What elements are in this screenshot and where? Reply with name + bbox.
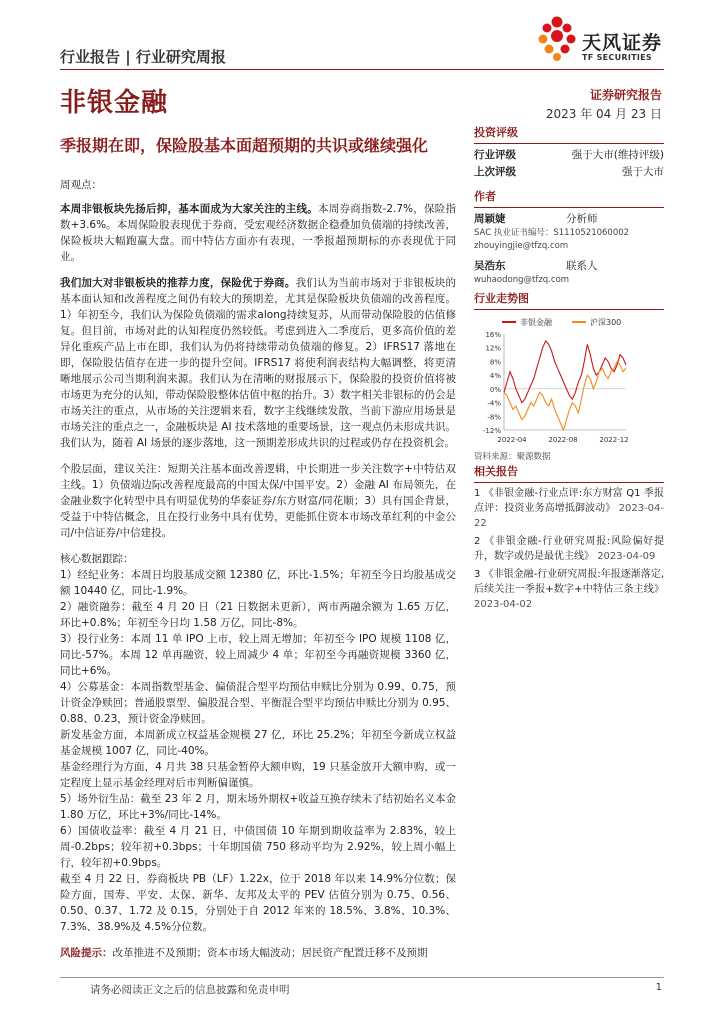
rating-key: 行业评级 xyxy=(474,149,516,161)
y-tick-label: 12% xyxy=(485,344,501,353)
related-report[interactable] xyxy=(474,567,664,612)
y-tick-label: -12% xyxy=(482,427,501,435)
footer-divider xyxy=(60,977,664,978)
y-tick-label: 0% xyxy=(489,385,501,394)
tf-securities-logo-icon xyxy=(537,14,577,62)
page-number: 1 xyxy=(655,982,662,993)
related-report-date: 2023-04-02 xyxy=(474,599,533,610)
chart-source: 资料来源：聚源数据 xyxy=(474,452,551,462)
paragraph-lead: 我们加大对非银板块的推荐力度，保险优于券商。 xyxy=(60,277,296,289)
data-mutual-fund: 4）公募基金：本周指数型基金、偏债混合型平均预估申赎比分别为 0.99、0.75，预计资金净赎回；普通股票型、偏股混合型、平衡混合型平均预估申赎比分别为 0.95、0.88、0.23，预计资金净赎回。 xyxy=(60,681,456,725)
author-email[interactable]: zhouyingjie@tfzq.com xyxy=(474,241,569,251)
related-section xyxy=(474,463,664,612)
related-report-title[interactable]: 1 《非银金融-行业点评:东方财富 Q1 季报点评：投资业务高增抵御波动》 xyxy=(474,488,664,514)
authors-section xyxy=(474,188,664,287)
risk-lead: 风险提示： xyxy=(60,947,113,959)
risk-warning xyxy=(60,945,456,961)
data-valuation: 截至 4 月 22 日，券商板块 PB（LF）1.22x，位于 2018 年以来 14.9%分位数；保险方面，国寿、平安、太保、新华、友邦及太平的 PEV 估值分别为 0.75、0.56、0.50、0.37、1.72 及 0.15，分别处于自 2012 年来的 18.5%、3.8%、10.3%、7.3%、38.9%及 4.5%分位数。 xyxy=(60,873,456,933)
intro-label: 周观点： xyxy=(60,179,102,191)
report-headline: 季报期在即，保险股基本面超预期的共识或继续强化 xyxy=(60,136,429,155)
data-fund-manager: 基金经理行为方面，4 月共 38 只基金暂停大额申购，19 只基金放开大额申购，或一定程度上显示基金经理对后市判断偏谨慎。 xyxy=(60,761,456,789)
data-treasury-yield: 6）国债收益率：截至 4 月 21 日，中债国债 10 年期到期收益率为 2.83%，较上周-0.2bps；较年初+0.3bps；十年期国债 750 移动平均为 2.92%，较上周小幅上行，较年初+0.9bps。 xyxy=(60,825,456,869)
author-role: 分析师 xyxy=(566,213,598,225)
author-role: 联系人 xyxy=(566,260,598,272)
core-data-title: 核心数据跟踪： xyxy=(60,553,134,565)
y-tick-label: 8% xyxy=(489,358,501,367)
rating-row-industry xyxy=(474,147,664,164)
series-line xyxy=(504,361,626,430)
paragraph-recommendation xyxy=(60,275,456,451)
report-date: 2023 年 04 月 23 日 xyxy=(545,107,662,121)
authors-title: 作者 xyxy=(474,188,664,208)
author-email[interactable]: wuhaodong@tfzq.com xyxy=(474,275,570,285)
paragraph-lead: 本周非银板块先扬后抑，基本面成为大家关注的主线。 xyxy=(60,203,319,215)
rating-title: 投资评级 xyxy=(474,124,664,144)
paragraph-stock-picks: 个股层面，建议关注：短期关注基本面改善逻辑，中长期进一步关注数字+中特估双主线。1）负债端边际改善程度最高的中国太保/中国平安。2）金融 AI 布局领先，在金融业数字化转型中具有明显优势的华泰证券/东方财富/同花顺；3）具有国企背景，受益于中特估概念，且在投行业务中具有优势，更能抓住资本市场改革红利的中金公司/中信证券/中信建投。 xyxy=(60,463,456,539)
legend-label: 沪深300 xyxy=(590,318,622,327)
rating-value: 强于大市 xyxy=(622,166,664,178)
related-report-title[interactable]: 2 《非银金融-行业研究周报:风险偏好提升，数字或仍是最优主线》 xyxy=(474,536,664,562)
y-tick-label: -4% xyxy=(487,399,501,408)
paragraph-body: 本周券商指数-2.7%，保险指数+3.6%。本周保险股表现优于券商，受宏观经济数据企稳叠加负债端的持续改善，保险板块大幅跑赢大盘。而中特估方面亦有表现，一季报超预期标的亦表现优于同业。 xyxy=(60,203,457,263)
rating-section xyxy=(474,124,664,181)
report-series: 证券研究报告 xyxy=(589,88,662,102)
data-margin: 2）融资融券：截至 4 月 20 日（21 日数据未更新），两市两融余额为 1.65 万亿，环比+0.8%；年初至今日均 1.58 万亿，同比-8%。 xyxy=(60,601,456,629)
trend-chart xyxy=(474,310,664,448)
sector-title: 非银金融 xyxy=(60,88,169,118)
trend-section xyxy=(474,290,664,462)
related-report-date: 2023-04-09 xyxy=(597,551,656,562)
legend-label: 非银金融 xyxy=(520,318,552,327)
rating-value: 强于大市(维持评级) xyxy=(571,149,664,161)
main-content xyxy=(60,177,456,971)
author-2 xyxy=(474,259,664,274)
author-1 xyxy=(474,212,664,227)
risk-body: 改革推进不及预期；资本市场大幅波动；居民资产配置迁移不及预期 xyxy=(112,947,428,959)
footer-disclaimer: 请务必阅读正文之后的信息披露和免责申明 xyxy=(90,984,290,996)
data-ib: 3）投行业务：本周 11 单 IPO 上市，较上周无增加；年初至今 IPO 规模 1108 亿，同比-57%。本周 12 单再融资，较上周减少 4 单；年初至今再融资规模 3360 亿，同比+6%。 xyxy=(60,633,456,677)
series-line xyxy=(504,341,626,403)
rating-key: 上次评级 xyxy=(474,166,516,178)
author-name: 吴浩东 xyxy=(474,260,506,272)
paragraph-weekly-market xyxy=(60,201,456,265)
related-report[interactable] xyxy=(474,534,664,564)
rating-row-previous xyxy=(474,164,664,181)
data-brokerage: 1）经纪业务：本周日均股基成交额 12380 亿，环比-1.5%；年初至今日均股基成交额 10440 亿，同比-1.9%。 xyxy=(60,569,456,597)
y-tick-label: 4% xyxy=(489,372,501,381)
author-name: 周颖婕 xyxy=(474,213,506,225)
y-tick-label: -8% xyxy=(487,413,501,422)
x-tick-label: 2022-12 xyxy=(599,436,629,444)
x-tick-label: 2022-08 xyxy=(548,436,578,444)
trend-title: 行业走势图 xyxy=(474,290,664,310)
data-otc-derivatives: 5）场外衍生品：截至 23 年 2 月，期末场外期权+收益互换存续未了结初始名义本金 1.80 万亿，环比+3%/同比-14%。 xyxy=(60,793,456,821)
header-divider xyxy=(60,69,664,70)
related-title: 相关报告 xyxy=(474,463,664,483)
report-type: 行业报告 | 行业研究周报 xyxy=(60,48,226,66)
related-report[interactable] xyxy=(474,486,664,531)
logo-english-name: TF SECURITIES xyxy=(582,53,652,62)
y-tick-label: 16% xyxy=(485,331,501,339)
author-cert: SAC 执业证书编号：S1110521060002 xyxy=(474,228,630,238)
related-report-title[interactable]: 3 《非银金融-行业研究周报:年报逐渐落定,后续关注一季报+数字+中特估三条主线》 xyxy=(474,569,664,595)
related-report-date: 2023-04-22 xyxy=(474,503,664,529)
paragraph-body: 我们认为当前市场对于非银板块的基本面认知和改善程度之间仍有较大的预期差，尤其是保险板块负债端的改善程度。1）年初至今，我们认为保险负债端的需求along持续复苏，从而带动保险股的估值修复。但目前，市场对此的认知程度仍然较低。考虑到进入二季度后，更多高价值的差异化重疾产品上市在即，我们认为仍将持续带动负债端的修复。2）IFRS17 落地在即，保险股估值存在进一步的提升空间。IFRS17 将使利润表结构大幅调整，将更清晰地展示公司当期利润来源。我们认为在清晰的财报展示下，保险股的投资价值将被市场更为充分的认知，带动保险股整体估值中枢的抬升。3）数字相关非银标的仍会是市场关注的重点，从市场的关注逻辑来看，数字主线继续发散，当前下游应用场景是市场关注的重点之一，金融板块是 AI 技术落地的重要场景，这一观点仍未形成共识。我们认为，随着 AI 场景的逐步落地，这一预期差形成共识的过程或仍存在投资机会。 xyxy=(60,277,457,449)
x-tick-label: 2022-04 xyxy=(497,436,527,444)
data-new-funds: 新发基金方面，本周新成立权益基金规模 27 亿，环比 25.2%；年初至今新成立权益基金规模 1007 亿，同比-40%。 xyxy=(60,729,456,757)
logo-chinese-name: 天风证券 xyxy=(582,32,663,54)
